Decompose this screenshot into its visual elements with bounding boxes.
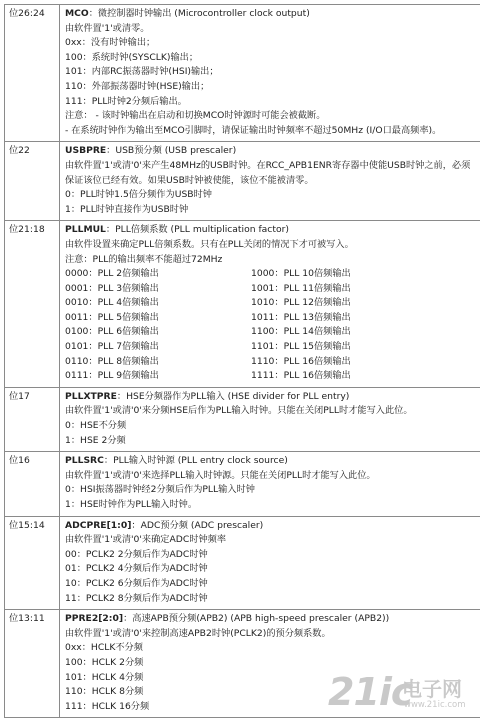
description-line: 0：PLL时钟1.5倍分频作为USB时钟 [65, 189, 212, 201]
multiplier-option: 1110：PLL 16倍频输出 [251, 355, 351, 367]
table-row [5, 387, 480, 451]
watermark-main: 21ic [328, 670, 413, 714]
bit-range-cell: 位17 [5, 387, 60, 451]
table-row [5, 452, 480, 516]
table-row [5, 142, 480, 221]
field-header [65, 144, 477, 159]
table-row [5, 516, 480, 610]
multiplier-option: 1101：PLL 15倍频输出 [251, 341, 351, 353]
description-cell [60, 221, 480, 388]
field-title: ：ADC预分频 (ADC prescaler) [131, 519, 264, 531]
description-line: 100：HCLK 2分频 [65, 656, 144, 668]
register-description-page [4, 4, 474, 718]
field-title: ：微控制器时钟输出 (Microcontroller clock output) [88, 8, 310, 19]
description-line: 0xx：没有时钟输出； [65, 37, 156, 49]
description-line: 注意： - 该时钟输出在启动和切换MCO时钟源时可能会被截断。 [65, 110, 326, 122]
field-name: PLLSRC [65, 455, 104, 467]
description-line: 0：HSI振荡器时钟经2分频后作为PLL输入时钟 [65, 484, 255, 496]
multiplier-option: 1001：PLL 11倍频输出 [251, 282, 351, 294]
description-line: 111：PLL时钟2分频后输出。 [65, 95, 187, 107]
description-line: 101：内部RC振荡器时钟(HSI)输出； [65, 66, 219, 78]
description-cell [60, 516, 480, 610]
field-name: ADCPRE[1:0] [65, 519, 132, 531]
description-line: 由软件设置来确定PLL倍频系数。只有在PLL关闭的情况下才可被写入。 [65, 238, 354, 250]
description-line: 注意：PLL的输出频率不能超过72MHz [65, 253, 223, 265]
description-line: 1：PLL时钟直接作为USB时钟 [65, 203, 189, 215]
field-title: ：PLL倍频系数 (PLL multiplication factor) [105, 224, 289, 236]
bit-range-cell: 位16 [5, 452, 60, 516]
description-cell [60, 5, 480, 142]
description-line: 111：HCLK 16分频 [65, 700, 150, 712]
description-line: 101：HCLK 4分频 [65, 671, 144, 683]
multiplier-option: 0110：PLL 8倍频输出 [65, 355, 159, 367]
table-body [5, 5, 480, 718]
description-line: 由软件置'1'或清'0'来确定ADC时钟频率 [65, 534, 227, 546]
field-title: ：USB预分频 (USB prescaler) [106, 145, 237, 157]
bit-range-cell: 位21:18 [5, 221, 60, 388]
field-title: ：PLL输入时钟源 (PLL entry clock source) [103, 455, 288, 467]
field-name: PLLMUL [65, 224, 106, 236]
description-line: 11：PCLK2 8分频后作为ADC时钟 [65, 592, 208, 604]
field-title: ：HSE分频器作为PLL输入 (HSE divider for PLL entry) [116, 390, 350, 402]
field-name: PLLXTPRE [65, 390, 117, 402]
table-row [5, 5, 480, 142]
description-line: 01：PCLK2 4分频后作为ADC时钟 [65, 563, 208, 575]
watermark-cn: 电子网 [402, 677, 462, 701]
field-header [65, 7, 477, 22]
multiplier-option: 1010：PLL 12倍频输出 [251, 297, 351, 309]
multiplier-option: 1100：PLL 14倍频输出 [251, 326, 351, 338]
table-row [5, 221, 480, 388]
multiplier-options-grid [65, 267, 477, 384]
description-cell [60, 142, 480, 221]
bit-range-cell: 位15:14 [5, 516, 60, 610]
description-paragraph: 由软件置'1'或清'0'来产生48MHz的USB时钟。在RCC_APB1ENR寄存器中使能USB时钟之前，必须保证该位已经有效。如果USB时钟被使能，该位不能被清零。 [65, 159, 471, 186]
field-header [65, 223, 477, 238]
description-line: - 在系统时钟作为输出至MCO引脚时，请保证输出时钟频率不超过50MHz (I/O口最高频率)。 [65, 124, 442, 136]
bit-range-cell: 位22 [5, 142, 60, 221]
description-line: 110：外部振荡器时钟(HSE)输出； [65, 80, 210, 92]
description-line: 由软件置'1'或清'0'来选择PLL输入时钟源。只能在关闭PLL时才能写入此位。 [65, 469, 376, 481]
description-line: 10：PCLK2 6分频后作为ADC时钟 [65, 577, 208, 589]
bit-range-cell: 位13:11 [5, 610, 60, 718]
field-header [65, 454, 477, 469]
multiplier-option: 0100：PLL 6倍频输出 [65, 326, 159, 338]
multiplier-option: 1000：PLL 10倍频输出 [251, 268, 351, 280]
description-line: 110：HCLK 8分频 [65, 686, 144, 698]
watermark-url: www.21ic.com [404, 700, 466, 710]
description-line: 100：系统时钟(SYSCLK)输出； [65, 51, 199, 63]
description-line: 0：HSE不分频 [65, 420, 127, 432]
description-line: 0xx：HCLK不分频 [65, 642, 143, 654]
field-name: MCO [65, 8, 89, 19]
table-row [5, 610, 480, 718]
multiplier-option: 0000：PLL 2倍频输出 [65, 268, 159, 280]
multiplier-option: 0001：PLL 3倍频输出 [65, 282, 159, 294]
field-name: USBPRE [65, 145, 107, 157]
field-title: ：高速APB预分频(APB2) (APB high-speed prescaler (APB2)) [123, 613, 390, 625]
description-line: 由软件置'1'或清零。 [65, 22, 150, 34]
multiplier-option: 0111：PLL 9倍频输出 [65, 370, 159, 382]
description-line: 1：HSE 2分频 [65, 434, 126, 446]
multiplier-option: 0010：PLL 4倍频输出 [65, 297, 159, 309]
multiplier-option: 0011：PLL 5倍频输出 [65, 311, 159, 323]
multiplier-option: 1011：PLL 13倍频输出 [251, 311, 351, 323]
description-line: 由软件置'1'或清'0'来控制高速APB2时钟(PCLK2)的预分频系数。 [65, 627, 331, 639]
description-cell [60, 387, 480, 451]
register-bit-table [4, 4, 480, 718]
field-name: PPRE2[2:0] [65, 613, 124, 625]
field-header [65, 612, 477, 627]
description-line: 1：HSE时钟作为PLL输入时钟。 [65, 499, 198, 510]
multiplier-option: 1111：PLL 16倍频输出 [251, 370, 351, 382]
description-line: 00：PCLK2 2分频后作为ADC时钟 [65, 548, 208, 560]
field-header [65, 519, 477, 534]
description-cell [60, 610, 480, 718]
bit-range-cell: 位26:24 [5, 5, 60, 142]
description-cell [60, 452, 480, 516]
multiplier-option: 0101：PLL 7倍频输出 [65, 341, 159, 353]
field-header [65, 390, 477, 405]
description-line: 由软件置'1'或清'0'来分频HSE后作为PLL输入时钟。只能在关闭PLL时才能写入此位。 [65, 405, 413, 417]
